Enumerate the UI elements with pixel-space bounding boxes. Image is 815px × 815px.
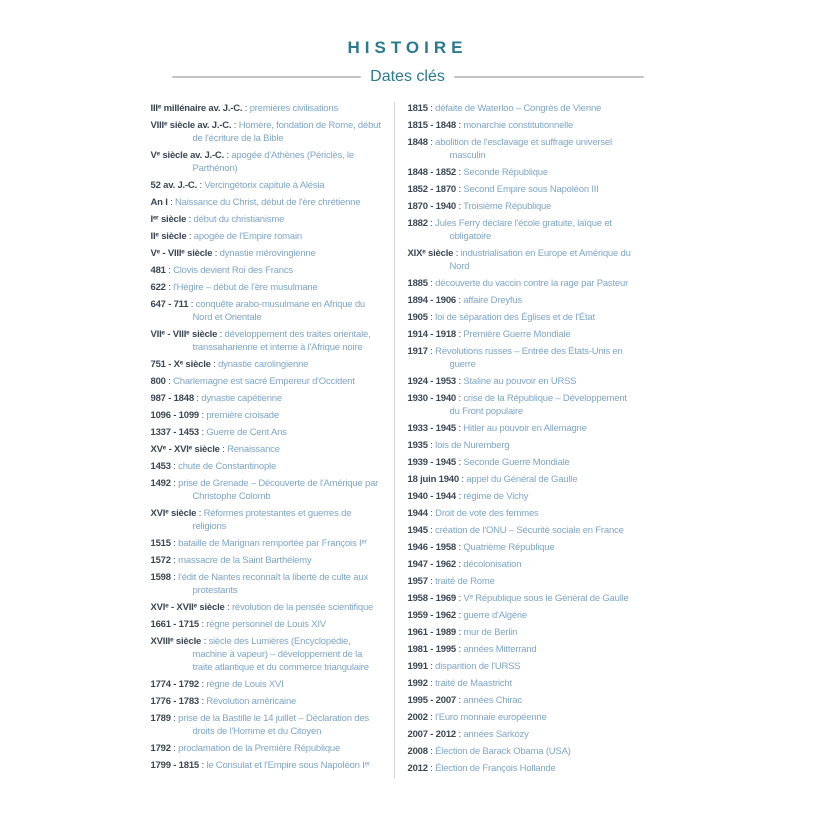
timeline-entry — [408, 217, 639, 243]
timeline-entry — [408, 694, 639, 707]
entry-separator: : — [196, 508, 204, 519]
subtitle-row — [172, 67, 644, 87]
entry-separator: : — [167, 197, 175, 208]
entry-description: l'édit de Nantes reconnaît la liberté de culte aux protestants — [178, 572, 369, 596]
entry-separator: : — [456, 593, 464, 604]
entry-date: 1958 - 1969 — [407, 593, 457, 604]
entry-date: 987 - 1848 — [150, 393, 194, 404]
entry-date: 1957 — [407, 576, 428, 587]
timeline-entry — [151, 601, 383, 614]
entry-description: Guerre de Cent Ans — [206, 427, 287, 438]
entry-description: premières civilisations — [249, 103, 339, 114]
entry-date: 1815 - 1848 — [407, 120, 457, 131]
entry-description: Élection de Barack Obama (USA) — [435, 746, 571, 757]
timeline-entry — [151, 247, 383, 260]
entry-description: Second Empire sous Napoléon III — [463, 184, 599, 195]
entry-description: loi de séparation des Églises et de l'État — [435, 312, 595, 323]
timeline-entry — [408, 609, 639, 622]
entry-separator: : — [170, 461, 179, 472]
page-title: HISTOIRE — [347, 38, 468, 57]
entry-description: monarchie constitutionnelle — [463, 120, 574, 131]
entry-separator: : — [456, 120, 464, 131]
entry-date: 1453 — [150, 461, 171, 472]
entry-separator: : — [170, 713, 179, 724]
timeline-entry — [151, 264, 383, 277]
entry-description: Révolution américaine — [206, 696, 297, 707]
entry-date: Vᵉ - VIIIᵉ siècle — [150, 248, 213, 259]
entry-date: XVIIIᵉ siècle — [150, 636, 202, 647]
entry-date: 1905 — [407, 312, 428, 323]
entry-separator: : — [456, 644, 464, 655]
entry-description: années Mitterrand — [463, 644, 537, 655]
entry-separator: : — [224, 150, 232, 161]
entry-separator: : — [186, 214, 194, 225]
entry-separator: : — [165, 376, 174, 387]
timeline-entry — [151, 392, 383, 405]
entry-date: 481 — [150, 265, 166, 276]
timeline-entry — [408, 183, 639, 196]
entry-date: 1991 — [407, 661, 428, 672]
entry-separator: : — [199, 410, 207, 421]
timeline-entry — [408, 422, 639, 435]
entry-description: affaire Dreyfus — [463, 295, 522, 306]
entry-description: conquête arabo-musulmane en Afrique du Nord et Orientale — [192, 299, 365, 323]
entry-separator: : — [456, 393, 464, 404]
entry-date: An I — [150, 197, 168, 208]
entry-date: IIIᵉ millénaire av. J.-C. — [150, 103, 243, 114]
timeline-entry — [151, 375, 383, 388]
entry-separator: : — [456, 201, 464, 212]
entry-separator: : — [456, 627, 464, 638]
entry-date: 1870 - 1940 — [407, 201, 457, 212]
entry-separator: : — [453, 248, 461, 259]
timeline-entry — [408, 200, 639, 213]
entry-description: apogée de l'Empire romain — [193, 231, 302, 242]
entry-date: 1799 - 1815 — [150, 760, 200, 771]
entry-description: développement des traites orientale, transsaharienne et interne à l'Afrique noire — [192, 329, 371, 353]
timeline-entry — [151, 281, 383, 294]
entry-description: décolonisation — [463, 559, 522, 570]
entry-separator: : — [199, 679, 207, 690]
timeline-entry — [151, 179, 383, 192]
entry-date: 1914 - 1918 — [407, 329, 457, 340]
entry-date: 1939 - 1945 — [407, 457, 457, 468]
timeline-entry — [408, 711, 639, 724]
entry-date: 1947 - 1962 — [407, 559, 457, 570]
entry-date: 1882 — [407, 218, 428, 229]
entry-separator: : — [219, 444, 228, 455]
entry-date: 1492 — [150, 478, 171, 489]
entry-description: Troisième République — [463, 201, 552, 212]
entry-separator: : — [456, 559, 464, 570]
entry-date: 52 av. J.-C. — [150, 180, 198, 191]
timeline-entry — [151, 460, 383, 473]
entry-date: 1792 — [150, 743, 171, 754]
timeline-entry — [408, 277, 639, 290]
entry-description: siècle des Lumières (Encyclopédie, machine à vapeur) – développement de la traite atlantique et du commerce triangulaire — [192, 636, 369, 673]
timeline-entry — [408, 247, 639, 273]
entry-description: massacre de la Saint Barthélemy — [178, 555, 312, 566]
timeline-entry — [408, 524, 639, 537]
entry-date: Iᵉʳ siècle — [150, 214, 187, 225]
entry-date: 1815 — [407, 103, 428, 114]
entry-date: 2002 — [407, 712, 428, 723]
timeline-entry — [151, 196, 383, 209]
timeline-entry — [408, 728, 639, 741]
timeline-entry — [408, 626, 639, 639]
entry-description: Réformes protestantes et guerres de religions — [192, 508, 352, 532]
entry-date: 1981 - 1995 — [407, 644, 457, 655]
entry-separator: : — [170, 538, 179, 549]
entry-description: Homère, fondation de Rome, début de l'écriture de la Bible — [192, 120, 381, 144]
entry-date: 1944 — [407, 508, 428, 519]
entry-separator: : — [456, 184, 464, 195]
entry-date: 1940 - 1944 — [407, 491, 457, 502]
entry-description: Clovis devient Roi des Francs — [173, 265, 293, 276]
entry-date: 1961 - 1989 — [407, 627, 457, 638]
timeline-entry — [408, 166, 639, 179]
entry-date: 1852 - 1870 — [407, 184, 457, 195]
timeline-entry — [408, 345, 639, 371]
timeline-entry — [408, 541, 639, 554]
entry-separator: : — [427, 525, 436, 536]
timeline-entry — [151, 554, 383, 567]
timeline-entry — [151, 712, 383, 738]
entry-description: Staline au pouvoir en URSS — [463, 376, 577, 387]
entry-separator: : — [427, 103, 436, 114]
timeline-entry — [408, 392, 639, 418]
entry-date: 1995 - 2007 — [407, 695, 457, 706]
entry-date: 1935 — [407, 440, 428, 451]
entry-separator: : — [170, 478, 179, 489]
entry-separator: : — [456, 457, 464, 468]
entry-description: révolution de la pensée scientifique — [231, 602, 374, 613]
entry-description: Renaissance — [227, 444, 280, 455]
entry-separator: : — [456, 491, 464, 502]
entry-separator: : — [427, 440, 436, 451]
entry-separator: : — [427, 576, 436, 587]
entry-description: apogée d'Athènes (Périclès, le Parthénon) — [192, 150, 354, 174]
entry-separator: : — [199, 696, 207, 707]
timeline-entry — [151, 618, 383, 631]
entry-separator: : — [456, 695, 464, 706]
entry-description: Hitler au pouvoir en Allemagne — [463, 423, 587, 434]
entry-date: XIXᵉ siècle — [407, 248, 454, 259]
entry-description: traité de Maastricht — [435, 678, 512, 689]
entry-separator: : — [456, 295, 464, 306]
entry-separator: : — [427, 763, 436, 774]
timeline-entry — [408, 660, 639, 673]
entry-description: Charlemagne est sacré Empereur d'Occident — [173, 376, 355, 387]
entry-description: bataille de Marignan remportée par François Iᵉʳ — [178, 538, 367, 549]
entry-separator: : — [456, 542, 464, 553]
entry-date: 1933 - 1945 — [407, 423, 457, 434]
entry-separator: : — [199, 760, 207, 771]
entry-separator: : — [427, 661, 436, 672]
entry-date: 1337 - 1453 — [150, 427, 200, 438]
entry-separator: : — [427, 746, 436, 757]
timeline-entry — [408, 456, 639, 469]
entry-separator: : — [186, 231, 194, 242]
entry-description: Vᵉ République sous le Général de Gaulle — [463, 593, 629, 604]
entry-description: dynastie capétienne — [201, 393, 282, 404]
entry-date: 1924 - 1953 — [407, 376, 457, 387]
entry-separator: : — [193, 393, 202, 404]
timeline-entry — [151, 759, 383, 772]
entry-separator: : — [210, 359, 219, 370]
entry-date: 1096 - 1099 — [150, 410, 200, 421]
entry-date: 1930 - 1940 — [407, 393, 457, 404]
timeline-right-column — [395, 102, 639, 779]
entry-separator: : — [456, 167, 464, 178]
entry-separator: : — [201, 636, 209, 647]
entry-date: 647 - 711 — [150, 299, 189, 310]
entry-date: VIIᵉ - VIIIᵉ siècle — [150, 329, 218, 340]
entry-date: 1774 - 1792 — [150, 679, 200, 690]
entry-description: le Consulat et l'Empire sous Napoléon Iᵉʳ — [206, 760, 370, 771]
entry-description: années Sarkozy — [463, 729, 529, 740]
entry-separator: : — [427, 137, 436, 148]
entry-description: Première Guerre Mondiale — [463, 329, 571, 340]
entry-description: découverte du vaccin contre la rage par Pasteur — [435, 278, 629, 289]
entry-description: règne personnel de Louis XIV — [206, 619, 326, 630]
timeline-entry — [408, 102, 639, 115]
entry-date: IIᵉ siècle — [150, 231, 187, 242]
timeline-entry — [408, 762, 639, 775]
entry-separator: : — [165, 265, 174, 276]
timeline-entry — [151, 571, 383, 597]
entry-description: Vercingétorix capitule à Alésia — [204, 180, 325, 191]
entry-description: dynastie carolingienne — [218, 359, 309, 370]
entry-separator: : — [188, 299, 196, 310]
entry-separator: : — [197, 180, 205, 191]
entry-description: Quatrième République — [463, 542, 555, 553]
entry-description: Révolutions russes – Entrée des États-Unis en guerre — [435, 346, 623, 370]
timeline-entry — [408, 375, 639, 388]
timeline-entry — [408, 311, 639, 324]
entry-separator: : — [199, 427, 207, 438]
timeline-entry — [151, 328, 383, 354]
entry-description: création de l'ONU – Sécurité sociale en France — [435, 525, 624, 536]
timeline-entry — [151, 298, 383, 324]
entry-date: XVᵉ - XVIᵉ siècle — [150, 444, 220, 455]
timeline-entry — [151, 742, 383, 755]
timeline-entry — [151, 477, 383, 503]
entry-description: mur de Berlin — [463, 627, 518, 638]
timeline-entry — [408, 473, 639, 486]
entry-separator: : — [170, 743, 179, 754]
entry-description: Jules Ferry déclare l'école gratuite, laïque et obligatoire — [435, 218, 612, 242]
entry-description: années Chirac — [463, 695, 523, 706]
timeline-entry — [151, 409, 383, 422]
timeline-entry — [151, 507, 383, 533]
timeline-entry — [408, 575, 639, 588]
entry-date: 1598 — [150, 572, 171, 583]
timeline-entry — [408, 677, 639, 690]
entry-separator: : — [456, 729, 464, 740]
entry-date: 1776 - 1783 — [150, 696, 200, 707]
entry-description: dynastie mérovingienne — [219, 248, 316, 259]
entry-separator: : — [427, 508, 436, 519]
entry-description: défaite de Waterloo – Congrès de Vienne — [435, 103, 602, 114]
entry-date: 1661 - 1715 — [150, 619, 200, 630]
entry-description: règne de Louis XVI — [206, 679, 284, 690]
entry-description: appel du Général de Gaulle — [466, 474, 578, 485]
entry-date: 1992 — [407, 678, 428, 689]
entry-date: 2008 — [407, 746, 428, 757]
timeline-entry — [151, 678, 383, 691]
entry-description: proclamation de la Première République — [178, 743, 341, 754]
timeline-entry — [408, 439, 639, 452]
entry-date: 1515 — [150, 538, 171, 549]
entry-date: 622 — [150, 282, 166, 293]
entry-separator: : — [427, 312, 436, 323]
entry-date: 1917 — [407, 346, 428, 357]
timeline-left-column — [151, 102, 395, 779]
timeline-entry — [151, 695, 383, 708]
timeline-entry — [408, 136, 639, 162]
entry-date: 1959 - 1962 — [407, 610, 457, 621]
entry-date: 1894 - 1906 — [407, 295, 457, 306]
timeline-entry — [408, 745, 639, 758]
entry-separator: : — [427, 346, 436, 357]
entry-date: 751 - Xᵉ siècle — [150, 359, 211, 370]
entry-separator: : — [170, 555, 179, 566]
entry-description: Seconde République — [463, 167, 548, 178]
entry-separator: : — [165, 282, 174, 293]
entry-description: disparition de l'URSS — [435, 661, 521, 672]
entry-date: Vᵉ siècle av. J.-C. — [150, 150, 225, 161]
entry-date: 1885 — [407, 278, 428, 289]
entry-separator: : — [456, 376, 464, 387]
entry-separator: : — [458, 474, 467, 485]
entry-description: chute de Constantinople — [178, 461, 277, 472]
entry-separator: : — [427, 218, 436, 229]
entry-date: 1848 — [407, 137, 428, 148]
entry-date: 800 — [150, 376, 166, 387]
entry-separator: : — [199, 619, 207, 630]
timeline-entry — [151, 358, 383, 371]
entry-description: abolition de l'esclavage et suffrage universel masculin — [435, 137, 612, 161]
entry-description: l'Hégire – début de l'ère musulmane — [173, 282, 318, 293]
entry-separator: : — [224, 602, 232, 613]
timeline-entry — [408, 490, 639, 503]
timeline-columns — [151, 102, 665, 779]
timeline-entry — [151, 426, 383, 439]
divider-line-right — [454, 76, 644, 78]
timeline-entry — [151, 102, 383, 115]
entry-date: 1789 — [150, 713, 171, 724]
entry-date: 2007 - 2012 — [407, 729, 457, 740]
entry-separator: : — [231, 120, 239, 131]
divider-line-left — [172, 76, 362, 78]
timeline-entry — [408, 507, 639, 520]
entry-description: Seconde Guerre Mondiale — [463, 457, 570, 468]
timeline-entry — [151, 149, 383, 175]
entry-description: industrialisation en Europe et Amérique du Nord — [449, 248, 631, 272]
entry-separator: : — [456, 610, 464, 621]
timeline-entry — [408, 643, 639, 656]
timeline-entry — [408, 592, 639, 605]
timeline-entry — [408, 119, 639, 132]
entry-separator: : — [427, 278, 436, 289]
entry-separator: : — [427, 712, 436, 723]
entry-date: VIIIᵉ siècle av. J.-C. — [150, 120, 232, 131]
entry-separator: : — [242, 103, 250, 114]
entry-date: XVIᵉ siècle — [150, 508, 197, 519]
entry-separator: : — [170, 572, 179, 583]
entry-separator: : — [212, 248, 220, 259]
entry-description: traité de Rome — [435, 576, 495, 587]
entry-description: prise de Grenade – Découverte de l'Amérique par Christophe Colomb — [178, 478, 379, 502]
timeline-entry — [151, 443, 383, 456]
entry-description: prise de la Bastille le 14 juillet – Déclaration des droits de l'Homme et du Citoyen — [178, 713, 369, 737]
timeline-entry — [408, 328, 639, 341]
timeline-entry — [151, 537, 383, 550]
entry-separator: : — [217, 329, 225, 340]
timeline-entry — [408, 294, 639, 307]
entry-separator: : — [456, 423, 464, 434]
entry-description: l'Euro monnaie européenne — [435, 712, 547, 723]
timeline-entry — [151, 119, 383, 145]
timeline-entry — [408, 558, 639, 571]
timeline-entry — [151, 213, 383, 226]
entry-description: début du christianisme — [193, 214, 285, 225]
timeline-entry — [151, 635, 383, 674]
entry-date: 2012 — [407, 763, 428, 774]
entry-description: Naissance du Christ, début de l'ère chrétienne — [174, 197, 361, 208]
entry-date: 1848 - 1852 — [407, 167, 457, 178]
entry-description: guerre d'Algérie — [463, 610, 527, 621]
section-subtitle: Dates clés — [370, 68, 445, 85]
timeline-entry — [151, 230, 383, 243]
entry-date: 1946 - 1958 — [407, 542, 457, 553]
entry-description: première croisade — [206, 410, 279, 421]
entry-date: 1572 — [150, 555, 171, 566]
entry-separator: : — [427, 678, 436, 689]
entry-description: régime de Vichy — [463, 491, 529, 502]
entry-separator: : — [456, 329, 464, 340]
entry-date: XVIᵉ - XVIIᵉ siècle — [150, 602, 225, 613]
entry-description: lois de Nuremberg — [435, 440, 510, 451]
entry-date: 1945 — [407, 525, 428, 536]
entry-description: crise de la République – Développement du Front populaire — [449, 393, 627, 417]
entry-description: Élection de François Hollande — [435, 763, 556, 774]
entry-date: 18 juin 1940 — [407, 474, 459, 485]
entry-description: Droit de vote des femmes — [435, 508, 539, 519]
